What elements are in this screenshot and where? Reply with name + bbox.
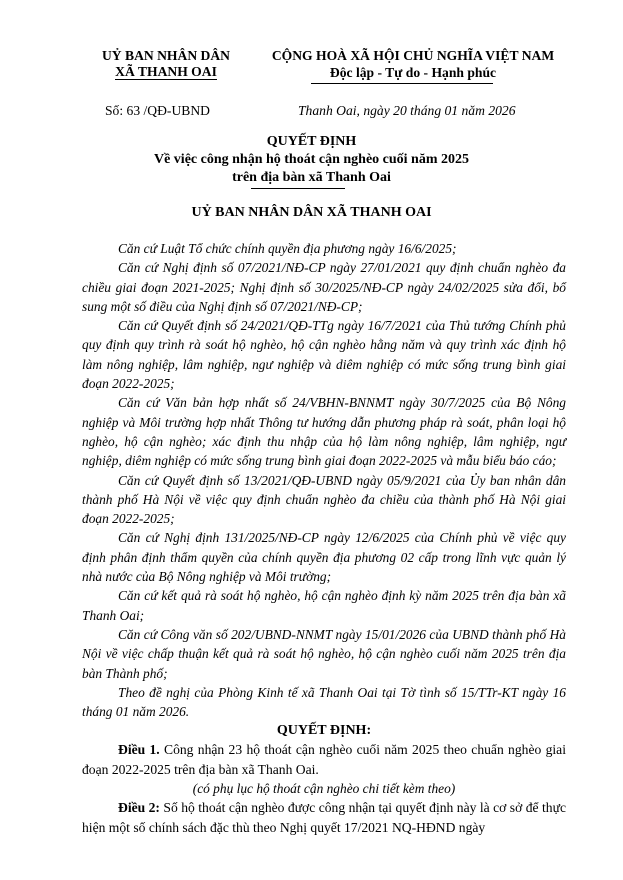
document-number: Số: 63 /QĐ-UBND	[105, 103, 210, 118]
place-date: Thanh Oai, ngày 20 tháng 01 năm 2026	[298, 103, 516, 118]
document-body	[82, 239, 566, 837]
article-1-label: Điều 1.	[118, 742, 160, 758]
preamble-item: Căn cứ Quyết định số 24/2021/QĐ-TTg ngày 16/7/2021 của Thủ tướng Chính phủ quy định quy trình rà soát hộ nghèo, hộ cận nghèo hằng năm và quy trình xác định hộ làm nông nghiệp, lâm nghiệp, ngư nghiệp và diêm nghiệp có mức sống trung bình giai đoạn 2022-2025;	[82, 318, 566, 392]
issuing-authority: UỶ BAN NHÂN DÂN XÃ THANH OAI	[191, 205, 432, 220]
document-subject-line2: trên địa bàn xã Thanh Oai	[232, 170, 391, 185]
issuing-org-line1: UỶ BAN NHÂN DÂN	[101, 48, 230, 63]
document-type-heading: QUYẾT ĐỊNH	[266, 134, 357, 149]
article-2	[82, 798, 566, 837]
article-1	[82, 740, 566, 779]
motto-underline	[311, 83, 493, 84]
preamble-item: Căn cứ Công văn số 202/UBND-NNMT ngày 15/01/2026 của UBND thành phố Hà Nội về việc chấp thuận kết quả rà soát hộ nghèo, hộ cận nghèo cuối năm 2025 trên địa bàn Thành phố;	[82, 626, 566, 681]
preamble-item: Căn cứ Luật Tổ chức chính quyền địa phương ngày 16/6/2025;	[118, 241, 457, 256]
article-1-text: Công nhận 23 hộ thoát cận nghèo cuối năm 2025 theo chuẩn nghèo giai đoạn 2022-2025 trên địa bàn xã Thanh Oai.	[82, 742, 566, 777]
national-title: CỘNG HOÀ XÃ HỘI CHỦ NGHĨA VIỆT NAM	[271, 48, 555, 63]
issuing-org-line2	[80, 64, 252, 80]
preamble-item: Căn cứ Nghị định 131/2025/NĐ-CP ngày 12/6/2025 của Chính phủ về việc quy định phân định thẩm quyền của chính quyền địa phương 02 cấp trong lĩnh vực quản lý nhà nước của Bộ Nông nghiệp và Môi trường;	[82, 530, 566, 585]
preamble-item: Theo đề nghị của Phòng Kinh tế xã Thanh Oai tại Tờ tình số 15/TTr-KT ngày 16 tháng 01 năm 2026.	[82, 684, 566, 720]
decision-heading: QUYẾT ĐỊNH:	[276, 723, 372, 739]
national-motto: Độc lập - Tự do - Hạnh phúc	[329, 65, 497, 80]
appendix-note: (có phụ lục hộ thoát cận nghèo chi tiết kèm theo)	[192, 781, 456, 797]
document-subject-line1: Về việc công nhận hộ thoát cận nghèo cuối năm 2025	[153, 152, 470, 167]
article-2-text: Số hộ thoát cận nghèo được công nhận tại quyết định này là cơ sở để thực hiện một số chính sách đặc thù theo Nghị quyết 17/2021 NQ-HĐND ngày	[82, 800, 566, 835]
title-underline	[251, 188, 345, 189]
issuing-org-name: XÃ THANH OAI	[115, 64, 217, 79]
preamble-item: Căn cứ kết quả rà soát hộ nghèo, hộ cận nghèo định kỳ năm 2025 trên địa bàn xã Thanh Oai;	[82, 588, 566, 623]
preamble-item: Căn cứ Quyết định số 13/2021/QĐ-UBND ngày 05/9/2021 của Ủy ban nhân dân thành phố Hà Nội về việc quy định chuẩn nghèo đa chiều của thành phố Hà Nội giai đoạn 2022-2025;	[82, 472, 566, 527]
preamble-item: Căn cứ Nghị định số 07/2021/NĐ-CP ngày 27/01/2021 quy định chuẩn nghèo đa chiều giai đoạn 2021-2025; Nghị định số 30/2025/NĐ-CP ngày 24/02/2025 sửa đổi, bổ sung một số điều của Nghị định số 07/2021/NĐ-CP;	[82, 260, 566, 314]
article-2-label: Điều 2:	[118, 800, 160, 816]
preamble-item: Căn cứ Văn bản hợp nhất số 24/VBHN-BNNMT ngày 30/7/2025 của Bộ Nông nghiệp và Môi trường hợp nhất Thông tư hướng dẫn phương pháp rà soát, phân loại hộ nghèo, hộ cận nghèo; xác định thu nhập của hộ làm nông nghiệp, lâm nghiệp, ngư nghiệp, diêm nghiệp có mức sống trung bình giai đoạn 2022-2025 và mẫu biểu báo cáo;	[82, 395, 566, 469]
